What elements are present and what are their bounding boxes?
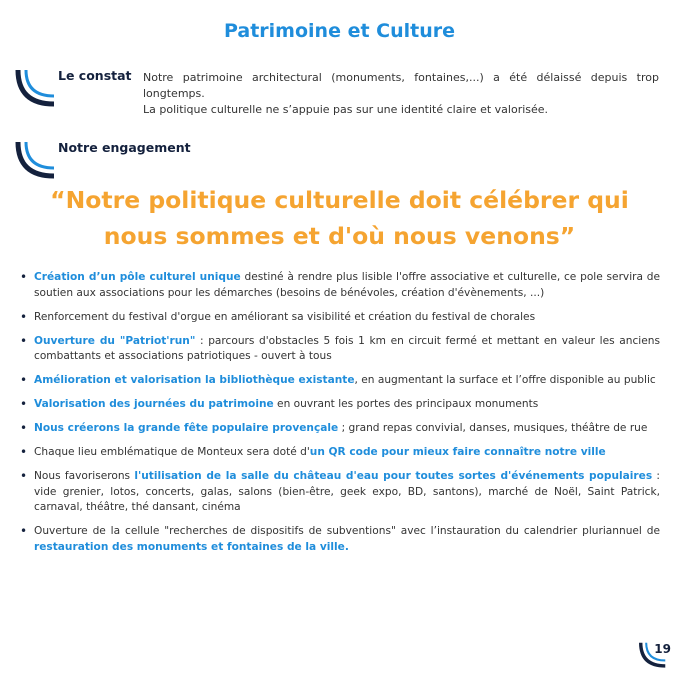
page-number: 19: [654, 642, 671, 656]
list-item: • Nous favoriserons l'utilisation de la salle du château d'eau pour toutes sortes d'événements populaires : vide grenier, lotos, concerts, galas, salons (bien-être, geek expo, BD, santons), marché de Noël, Saint Patrick, carnaval, théâtre, thé dansant, cinéma: [20, 469, 660, 516]
list-item: • Nous créerons la grande fête populaire provençale ; grand repas convivial, danses, musiques, théâtre de rue: [20, 421, 660, 437]
engagement-label: Notre engagement: [58, 140, 191, 155]
constat-text: [143, 70, 659, 118]
list-item: • Amélioration et valorisation la bibliothèque existante, en augmentant la surface et l’offre disponible au public: [20, 373, 660, 389]
constat-label: Le constat: [58, 68, 132, 83]
constat-line: La politique culturelle ne s’appuie pas sur une identité claire et valorisée.: [143, 103, 549, 116]
list-item: • Chaque lieu emblématique de Monteux sera doté d'un QR code pour mieux faire connaître notre ville: [20, 445, 660, 461]
constat-line: Notre patrimoine architectural (monuments, fontaines,...) a été délaissé depuis trop longtemps.: [143, 71, 659, 100]
list-item: • Ouverture du "Patriot'run" : parcours d'obstacles 5 fois 1 km en circuit fermé et mettant en valeur les anciens combattants et associations patriotiques - ouvert à tous: [20, 334, 660, 365]
list-item: • Valorisation des journées du patrimoine en ouvrant les portes des principaux monuments: [20, 397, 660, 413]
engagement-list: [20, 270, 660, 564]
page-title: Patrimoine et Culture: [223, 20, 456, 42]
engagement-quote: [0, 182, 679, 254]
quote-line: nous sommes et d'où nous venons”: [103, 222, 576, 250]
quote-line: “Notre politique culturelle doit célébrer qui: [50, 186, 629, 214]
list-item: • Renforcement du festival d'orgue en améliorant sa visibilité et création du festival de chorales: [20, 310, 660, 326]
section-arc-icon: [14, 138, 58, 182]
section-arc-icon: [14, 66, 58, 110]
list-item: • Ouverture de la cellule "recherches de dispositifs de subventions" avec l’instauration du calendrier pluriannuel de restauration des monuments et fontaines de la ville.: [20, 524, 660, 555]
list-item: • Création d’un pôle culturel unique destiné à rendre plus lisible l'offre associative et culturelle, ce pole servira de soutien aux associations pour les démarches (besoins de bénévoles, création d'évènements, ...): [20, 270, 660, 301]
